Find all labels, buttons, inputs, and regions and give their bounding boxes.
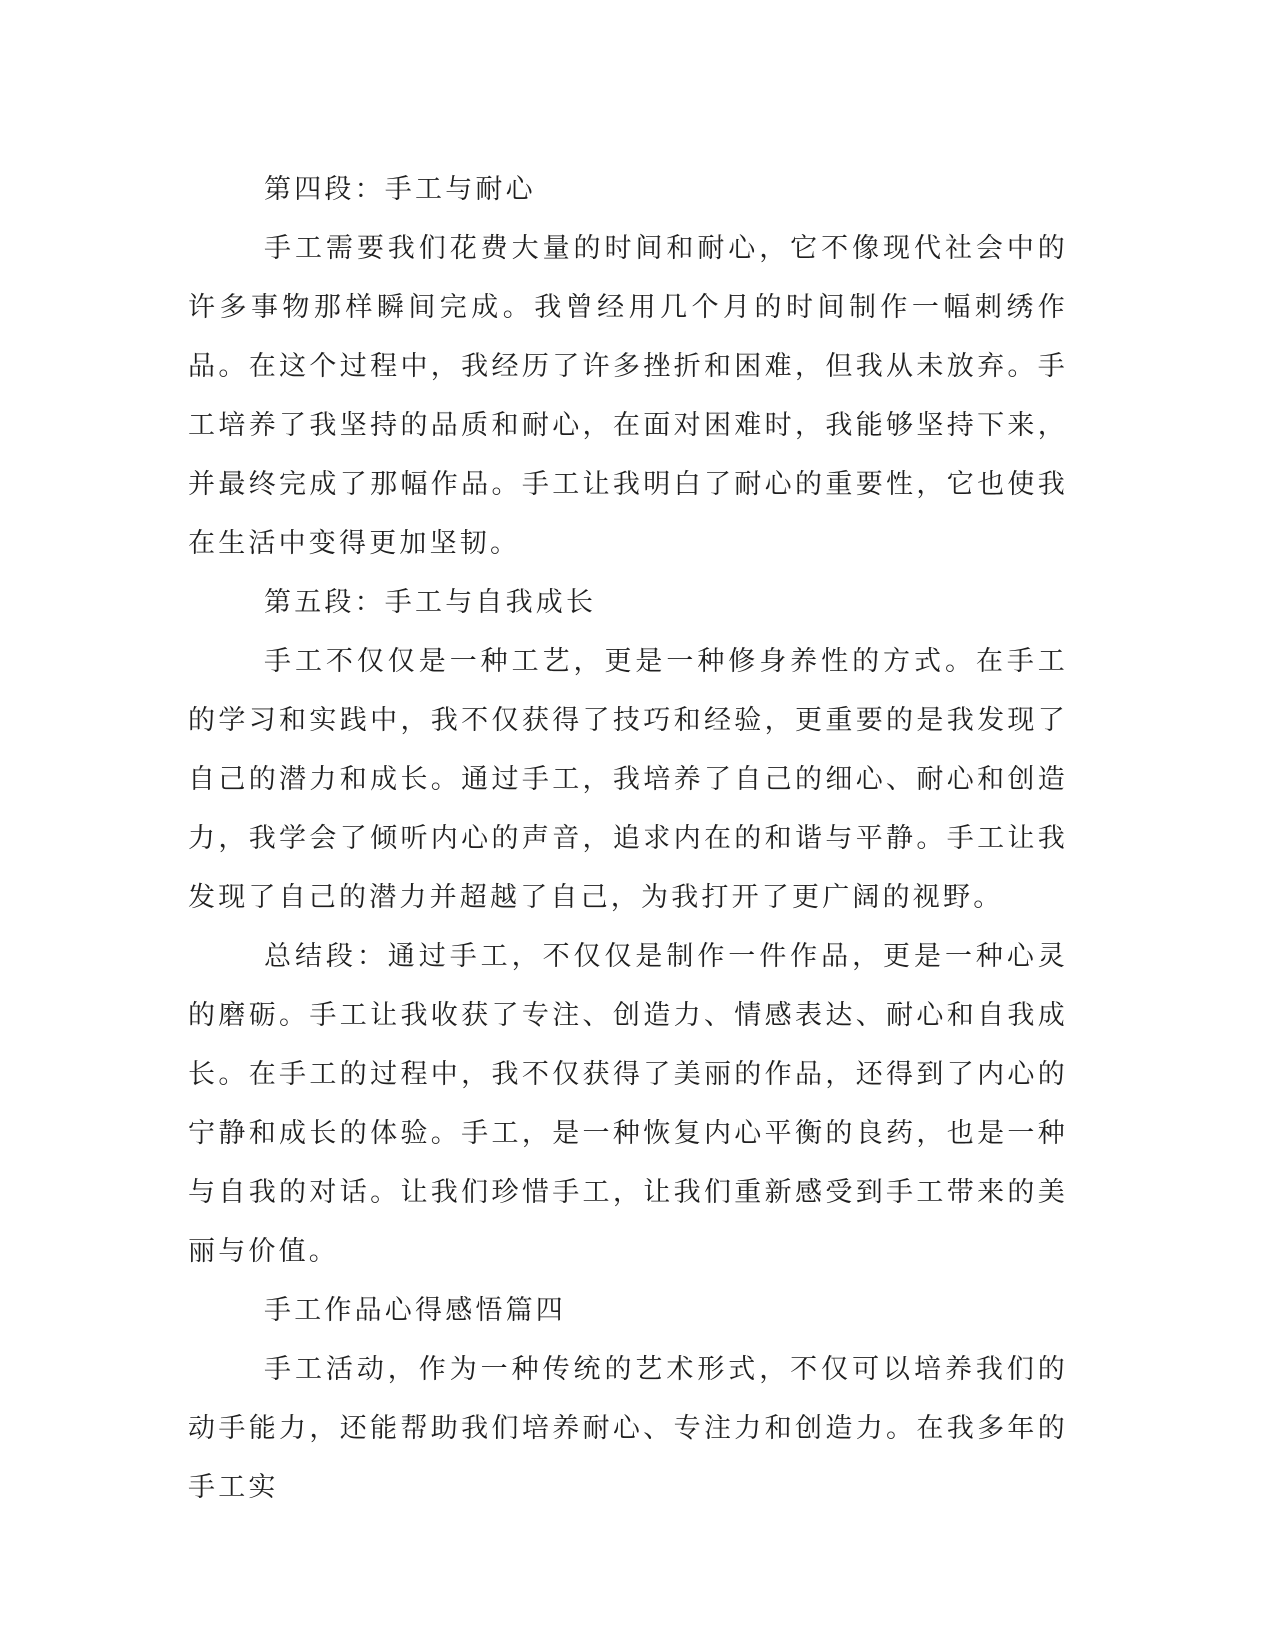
paragraph-patience: 手工需要我们花费大量的时间和耐心，它不像现代社会中的许多事物那样瞬间完成。我曾经用几个月的时间制作一幅刺绣作品。在这个过程中，我经历了许多挫折和困难，但我从未放弃。手工培养了我坚持的品质和耐心，在面对困难时，我能够坚持下来，并最终完成了那幅作品。手工让我明白了耐心的重要性，它也使我在生活中变得更加坚韧。: [188, 233, 1068, 559]
paragraph-intro-part-4: 手工活动，作为一种传统的艺术形式，不仅可以培养我们的动手能力，还能帮助我们培养耐心、专注力和创造力。在我多年的手工实: [188, 1354, 1068, 1503]
paragraph-self-growth: 手工不仅仅是一种工艺，更是一种修身养性的方式。在手工的学习和实践中，我不仅获得了技巧和经验，更重要的是我发现了自己的潜力和成长。通过手工，我培养了自己的细心、耐心和创造力，我学会了倾听内心的声音，追求内在的和谐与平静。手工让我发现了自己的潜力并超越了自己，为我打开了更广阔的视野。: [188, 646, 1068, 913]
document-body: [188, 160, 1068, 1517]
article-title-part-4: 手工作品心得感悟篇四: [264, 1295, 566, 1326]
section-heading-5: 第五段：手工与自我成长: [264, 587, 597, 618]
section-heading-4: 第四段：手工与耐心: [264, 174, 536, 205]
paragraph-conclusion: 总结段：通过手工，不仅仅是制作一件作品，更是一种心灵的磨砺。手工让我收获了专注、创造力、情感表达、耐心和自我成长。在手工的过程中，我不仅获得了美丽的作品，还得到了内心的宁静和成长的体验。手工，是一种恢复内心平衡的良药，也是一种与自我的对话。让我们珍惜手工，让我们重新感受到手工带来的美丽与价值。: [188, 941, 1068, 1267]
